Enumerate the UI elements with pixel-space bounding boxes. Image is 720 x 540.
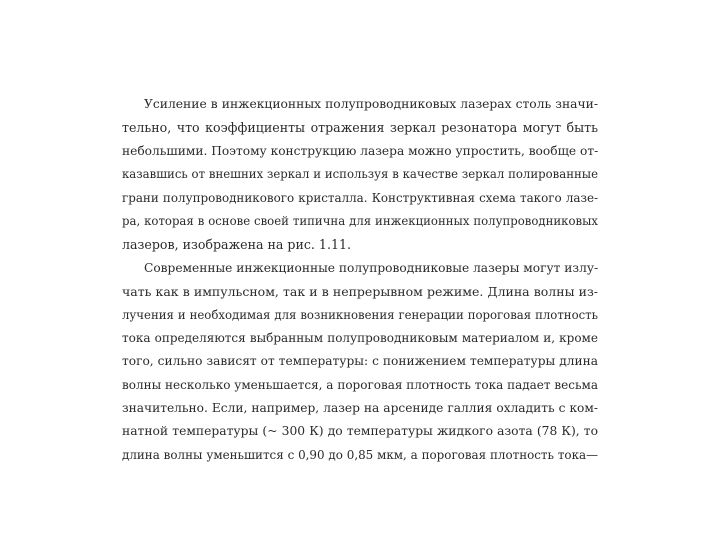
text-line-9: чать как в импульсном, так и в непрерывном режиме. Длина волны из- bbox=[122, 284, 598, 300]
text-line-12: того, сильно зависят от температуры: с понижением температуры длина bbox=[122, 354, 598, 369]
text-line-10: лучения и необходимая для возникновения генерации пороговая плотность bbox=[122, 307, 598, 322]
text-line-6: ра, которая в основе своей типична для инжекционных полупроводниковых bbox=[122, 213, 598, 228]
text-line-5: грани полупроводникового кристалла. Конструктивная схема такого лазе- bbox=[122, 190, 598, 205]
text-line-3: небольшими. Поэтому конструкцию лазера можно упростить, вообще от- bbox=[122, 143, 599, 158]
text-line-4: казавшись от внешних зеркал и используя в качестве зеркал полированные bbox=[122, 167, 598, 182]
text-line-13: волны несколько уменьшается, а пороговая плотность тока падает весьма bbox=[122, 377, 598, 392]
text-line-11: тока определяются выбранным полупроводниковым материалом и, кроме bbox=[122, 330, 598, 345]
text-line-1: Усиление в инжекционных полупроводниковых лазерах столь значи- bbox=[144, 97, 598, 111]
text-line-15: натной температуры (~ 300 К) до температуры жидкого азота (78 К), то bbox=[122, 424, 598, 439]
text-line-2: тельно, что коэффициенты отражения зеркал резонатора могут быть bbox=[122, 120, 598, 136]
body-text bbox=[122, 93, 598, 467]
text-line-16: длина волны уменьшится с 0,90 до 0,85 мкм, а пороговая плотность тока— bbox=[122, 447, 598, 462]
text-line-7: лазеров, изображена на рис. 1.11. bbox=[122, 237, 351, 253]
text-line-14: значительно. Если, например, лазер на арсениде галлия охладить с ком- bbox=[122, 401, 598, 416]
text-line-8: Современные инжекционные полупроводниковые лазеры могут излу- bbox=[144, 260, 599, 275]
